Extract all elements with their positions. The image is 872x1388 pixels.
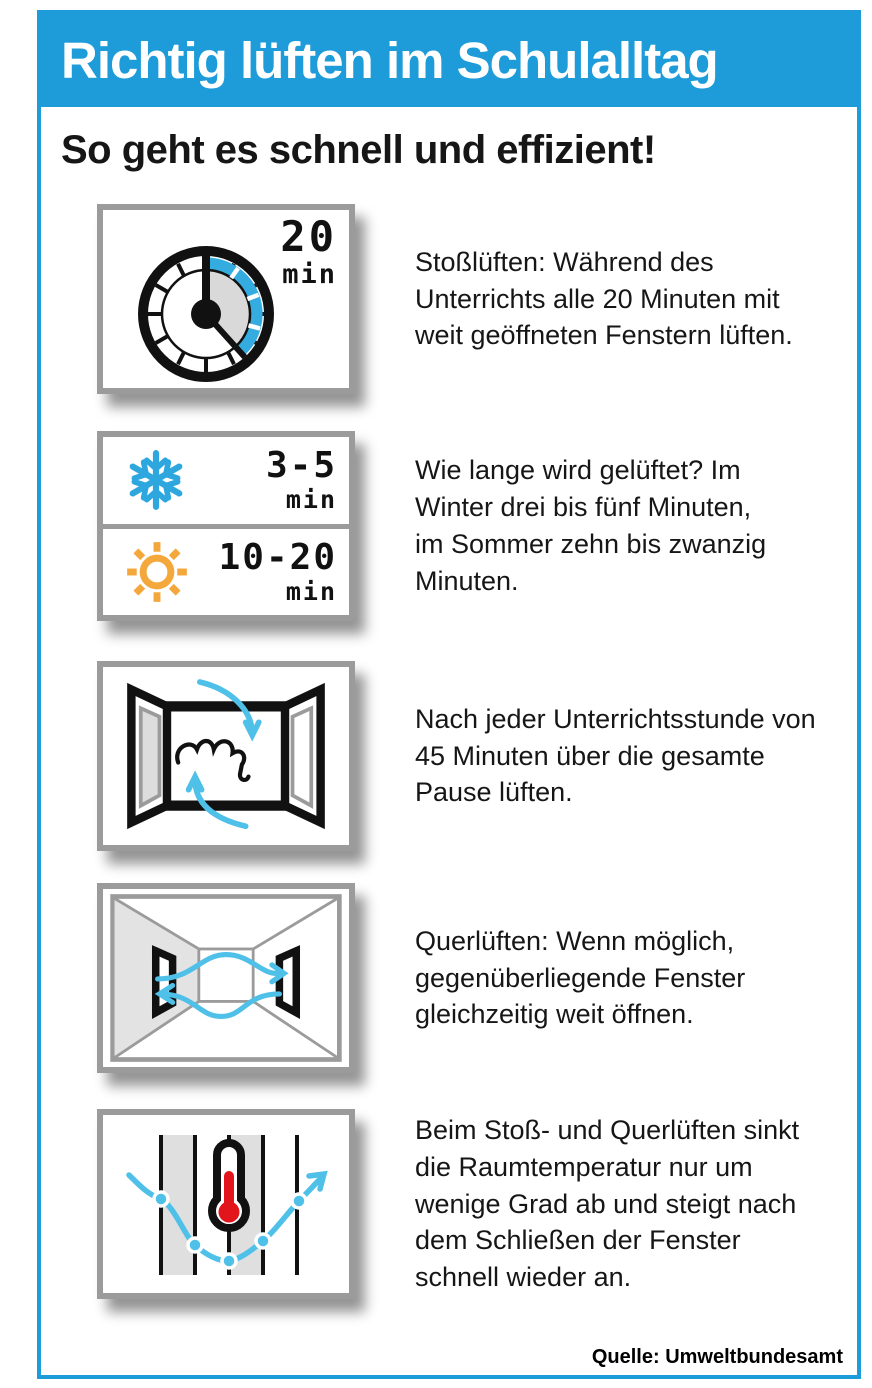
open-window-icon-box	[97, 661, 355, 851]
summer-value: 10-20	[218, 536, 337, 578]
open-window-icon	[103, 667, 349, 845]
timer-display	[280, 212, 337, 290]
summer-display	[218, 536, 337, 606]
page-subtitle: So geht es schnell und effizient!	[61, 128, 656, 172]
winter-value: 3-5	[265, 445, 337, 487]
winter-half	[103, 437, 349, 524]
page-title: Richtig lüften im Schulalltag	[61, 32, 718, 89]
row-text: Querlüften: Wenn möglich, gegenüberliegende Fenster gleichzeitig weit öffnen.	[415, 925, 746, 1030]
row-text: Nach jeder Unterrichtsstunde von 45 Minuten über die gesamte Pause lüften.	[415, 703, 816, 808]
timer-unit: min	[282, 259, 337, 290]
row-text: Wie lange wird gelüftet? Im Winter drei bis fünf Minuten, im Sommer zehn bis zwanzig Minuten.	[415, 455, 767, 596]
row-text: Beim Stoß- und Querlüften sinkt die Raumtemperatur nur um wenige Grad ab und steigt nach dem Schließen der Fenster schnell wieder an.	[415, 1114, 800, 1293]
row-stosslueften	[97, 203, 847, 395]
temperature-curve-icon-box	[97, 1109, 355, 1299]
cross-ventilation-icon	[103, 889, 349, 1067]
header-bar	[41, 14, 857, 107]
summer-unit: min	[285, 576, 337, 606]
row-dauer	[97, 430, 847, 622]
cross-ventilation-icon-box	[97, 883, 355, 1073]
winter-unit: min	[285, 485, 337, 515]
row-temperatur	[97, 1108, 847, 1300]
temperature-curve-icon	[103, 1115, 349, 1293]
winter-display	[265, 445, 337, 515]
winter-summer-icon-box	[97, 431, 355, 621]
snowflake-icon	[125, 449, 187, 511]
summer-half	[103, 524, 349, 616]
source-credit: Quelle: Umweltbundesamt	[591, 1346, 843, 1368]
row-pause-lueften	[97, 660, 847, 852]
row-querlueften	[97, 882, 847, 1074]
timer-clock-icon-box	[97, 204, 355, 394]
infographic-frame	[37, 10, 861, 1379]
sun-icon	[125, 540, 189, 604]
timer-value: 20	[280, 212, 337, 261]
row-text: Stoßlüften: Während des Unterrichts alle 20 Minuten mit weit geöffneten Fenstern lüften.	[415, 246, 793, 351]
